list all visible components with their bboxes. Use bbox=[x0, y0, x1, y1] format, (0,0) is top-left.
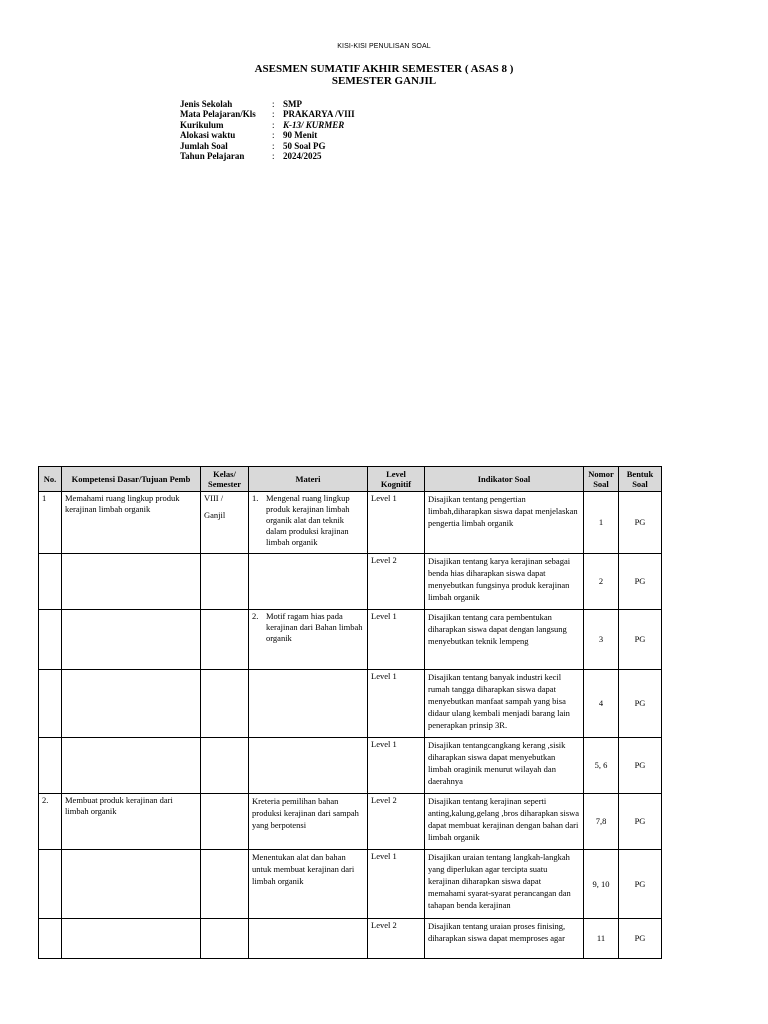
table-row bbox=[39, 670, 662, 738]
cell-kelas-semester bbox=[201, 794, 249, 850]
cell-no bbox=[39, 554, 62, 610]
cell-materi bbox=[249, 919, 368, 959]
cell-bentuk-soal: PG bbox=[619, 850, 662, 919]
materi-text: Motif ragam hias pada kerajinan dari Bahan limbah organik bbox=[266, 611, 363, 643]
meta-colon: : bbox=[272, 140, 275, 151]
cell-nomor-soal: 4 bbox=[584, 670, 619, 738]
cell-materi bbox=[249, 738, 368, 794]
table-row bbox=[39, 554, 662, 610]
header-kelas-semester: Kelas/ Semester bbox=[201, 467, 249, 492]
kisi-kisi-table bbox=[38, 466, 662, 959]
meta-colon: : bbox=[272, 119, 275, 130]
cell-no: 1 bbox=[39, 492, 62, 554]
document-title: ASESMEN SUMATIF AKHIR SEMESTER ( ASAS 8 ) bbox=[254, 63, 514, 75]
meta-row-jenis-sekolah bbox=[180, 99, 355, 109]
meta-colon: : bbox=[272, 99, 275, 109]
cell-kelas-semester bbox=[201, 670, 249, 738]
cell-materi bbox=[249, 492, 368, 554]
cell-materi: Menentukan alat dan bahan untuk membuat kerajinan dari limbah organik bbox=[249, 850, 368, 919]
cell-kompetensi-dasar bbox=[62, 738, 201, 794]
cell-level-kognitif: Level 1 bbox=[368, 850, 425, 919]
semester-value: Ganjil bbox=[204, 510, 226, 520]
cell-kelas-semester bbox=[201, 919, 249, 959]
meta-value: 50 Soal PG bbox=[283, 140, 326, 151]
cell-nomor-soal: 9, 10 bbox=[584, 850, 619, 919]
table-row bbox=[39, 610, 662, 670]
meta-row-tahun-pelajaran bbox=[180, 151, 355, 161]
header-nomor-soal: Nomor Soal bbox=[584, 467, 619, 492]
meta-label: Alokasi waktu bbox=[180, 130, 236, 141]
cell-level-kognitif: Level 1 bbox=[368, 738, 425, 794]
document-caption: KISI-KISI PENULISAN SOAL bbox=[337, 43, 431, 50]
cell-bentuk-soal: PG bbox=[619, 554, 662, 610]
cell-kelas-semester bbox=[201, 610, 249, 670]
cell-bentuk-soal: PG bbox=[619, 794, 662, 850]
cell-kompetensi-dasar: Memahami ruang lingkup produk kerajinan limbah organik bbox=[62, 492, 201, 554]
meta-label: Tahun Pelajaran bbox=[180, 151, 245, 162]
cell-indikator: Disajikan uraian tentang langkah-langkah yang diperlukan agar tercipta suatu kerajinan diharapkan siswa dapat memahami syarat-syarat perancangan dan tahapan benda kerajinan bbox=[425, 850, 584, 919]
cell-nomor-soal: 2 bbox=[584, 554, 619, 610]
meta-row-jumlah-soal bbox=[180, 141, 355, 151]
cell-kompetensi-dasar bbox=[62, 919, 201, 959]
cell-nomor-soal: 5, 6 bbox=[584, 738, 619, 794]
meta-colon: : bbox=[272, 151, 275, 162]
cell-materi bbox=[249, 554, 368, 610]
cell-no bbox=[39, 919, 62, 959]
table-row bbox=[39, 919, 662, 959]
cell-indikator: Disajikan tentang cara pembentukan diharapkan siswa dapat dengan langsung menyebutkan teknik lempeng bbox=[425, 610, 584, 670]
meta-row-alokasi-waktu bbox=[180, 130, 355, 140]
cell-no bbox=[39, 670, 62, 738]
cell-bentuk-soal: PG bbox=[619, 670, 662, 738]
cell-materi bbox=[249, 670, 368, 738]
cell-indikator: Disajikan tentang banyak industri kecil rumah tangga diharapkan siswa dapat menyebutkan manfaat sampah yang bisa didaur ulang kembali menjadi barang lain penerapkan prinsip 3R. bbox=[425, 670, 584, 738]
meta-value: PRAKARYA /VIII bbox=[283, 109, 355, 120]
header-no: No. bbox=[39, 467, 62, 492]
cell-no bbox=[39, 738, 62, 794]
meta-label: Jumlah Soal bbox=[180, 140, 228, 151]
cell-nomor-soal: 7,8 bbox=[584, 794, 619, 850]
cell-no bbox=[39, 610, 62, 670]
table-row bbox=[39, 492, 662, 554]
document-subtitle: SEMESTER GANJIL bbox=[331, 75, 437, 87]
cell-kompetensi-dasar bbox=[62, 850, 201, 919]
header-bentuk-soal: Bentuk Soal bbox=[619, 467, 662, 492]
cell-level-kognitif: Level 2 bbox=[368, 794, 425, 850]
cell-kompetensi-dasar bbox=[62, 554, 201, 610]
cell-level-kognitif: Level 2 bbox=[368, 554, 425, 610]
meta-label: Kurikulum bbox=[180, 119, 224, 130]
cell-bentuk-soal: PG bbox=[619, 492, 662, 554]
kelas-value: VIII / bbox=[204, 493, 224, 503]
cell-bentuk-soal: PG bbox=[619, 919, 662, 959]
cell-nomor-soal: 11 bbox=[584, 919, 619, 959]
header-kompetensi-dasar: Kompetensi Dasar/Tujuan Pemb bbox=[62, 467, 201, 492]
meta-label: Jenis Sekolah bbox=[180, 99, 233, 109]
meta-value: K-13/ KURMER bbox=[283, 119, 345, 130]
cell-bentuk-soal: PG bbox=[619, 738, 662, 794]
cell-indikator: Disajikan tentang karya kerajinan sebagai benda hias diharapkan siswa dapat menyebutkan fungsinya produk kerajinan limbah organik bbox=[425, 554, 584, 610]
cell-kompetensi-dasar: Membuat produk kerajinan dari limbah organik bbox=[62, 794, 201, 850]
materi-text: Mengenal ruang lingkup produk kerajinan limbah organik alat dan teknik dalam produksi krajinan limbah organik bbox=[266, 493, 350, 547]
meta-label: Mata Pelajaran/Kls bbox=[180, 109, 256, 120]
meta-row-kurikulum bbox=[180, 120, 355, 130]
materi-item bbox=[252, 611, 364, 644]
meta-row-mata-pelajaran bbox=[180, 109, 355, 119]
cell-level-kognitif: Level 1 bbox=[368, 670, 425, 738]
cell-level-kognitif: Level 2 bbox=[368, 919, 425, 959]
cell-kelas-semester bbox=[201, 492, 249, 554]
table-row bbox=[39, 738, 662, 794]
cell-kelas-semester bbox=[201, 850, 249, 919]
meta-colon: : bbox=[272, 109, 275, 120]
meta-value: 90 Menit bbox=[283, 130, 318, 141]
cell-nomor-soal: 1 bbox=[584, 492, 619, 554]
cell-no: 2. bbox=[39, 794, 62, 850]
materi-number: 1. bbox=[252, 493, 259, 503]
cell-level-kognitif: Level 1 bbox=[368, 610, 425, 670]
meta-colon: : bbox=[272, 130, 275, 141]
cell-indikator: Disajikan tentang pengertian limbah,diharapkan siswa dapat menjelaskan pengertia limbah organik bbox=[425, 492, 584, 554]
cell-kelas-semester bbox=[201, 554, 249, 610]
kisi-kisi-table-container bbox=[38, 466, 662, 943]
meta-info bbox=[180, 99, 355, 161]
cell-level-kognitif: Level 1 bbox=[368, 492, 425, 554]
cell-materi bbox=[249, 610, 368, 670]
cell-bentuk-soal: PG bbox=[619, 610, 662, 670]
table-row bbox=[39, 794, 662, 850]
cell-indikator: Disajikan tentangcangkang kerang ,sisik diharapkan siswa dapat menyebutkan limbah oraginik menurut wilayah dan daerahnya bbox=[425, 738, 584, 794]
meta-value: 2024/2025 bbox=[283, 151, 322, 162]
header-materi: Materi bbox=[249, 467, 368, 492]
cell-kompetensi-dasar bbox=[62, 610, 201, 670]
table-header-row bbox=[39, 467, 662, 492]
cell-kelas-semester bbox=[201, 738, 249, 794]
cell-kompetensi-dasar bbox=[62, 670, 201, 738]
header-level-kognitif: Level Kognitif bbox=[368, 467, 425, 492]
cell-materi: Kreteria pemilihan bahan produksi kerajinan dari sampah yang berpotensi bbox=[249, 794, 368, 850]
table-row bbox=[39, 850, 662, 919]
materi-item bbox=[252, 493, 364, 548]
cell-indikator: Disajikan tentang uraian proses finising, diharapkan siswa dapat memproses agar bbox=[425, 919, 584, 959]
meta-value: SMP bbox=[283, 99, 302, 109]
cell-indikator: Disajikan tentang kerajinan seperti anting,kalung,gelang ,bros diharapkan siswa dapat membuat kerajinan dengan bahan dari limbah organik bbox=[425, 794, 584, 850]
materi-number: 2. bbox=[252, 611, 259, 621]
cell-no bbox=[39, 850, 62, 919]
cell-nomor-soal: 3 bbox=[584, 610, 619, 670]
header-indikator-soal: Indikator Soal bbox=[425, 467, 584, 492]
